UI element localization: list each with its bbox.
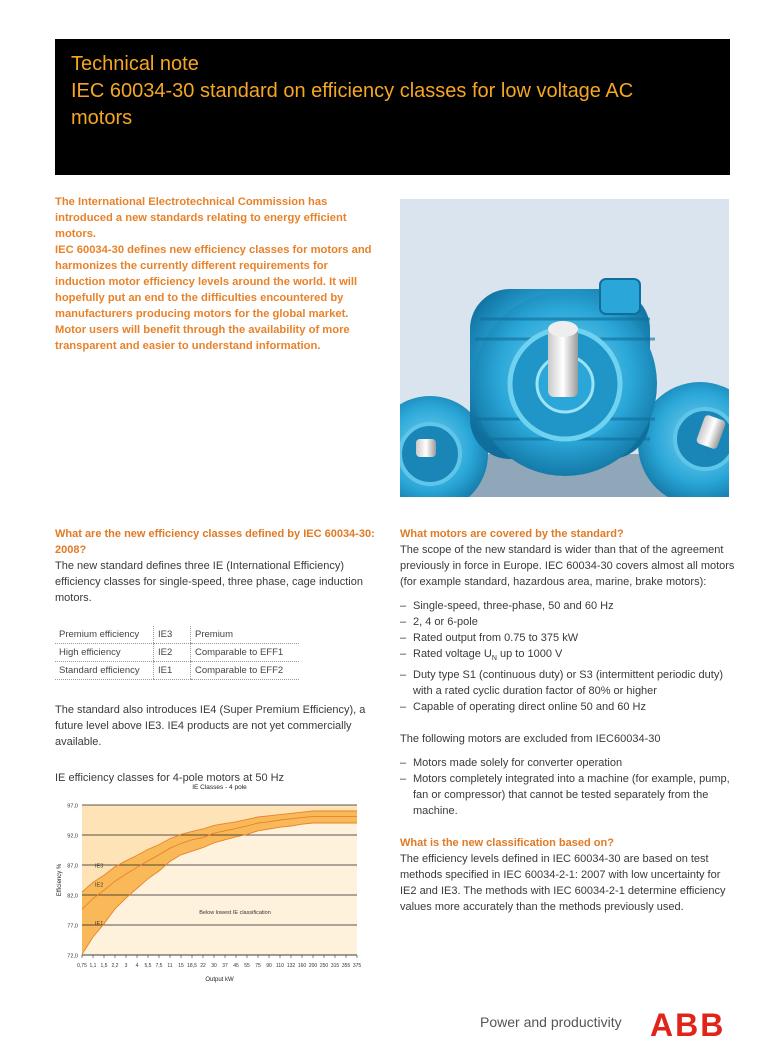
x-tick-label: 110 xyxy=(276,963,284,969)
x-tick-label: 18,5 xyxy=(187,963,197,969)
x-tick-label: 200 xyxy=(308,963,318,969)
covered-heading: What motors are covered by the standard? xyxy=(400,528,624,540)
y-tick-label: 82,0 xyxy=(67,893,78,900)
intro-paragraph-2: IEC 60034-30 defines new efficiency classes for motors and harmonizes the currently different requirements for induction motor efficiency levels around the world. It will hopefully put an end to the difficulties encountered by manufacturers producing motors for the global market. Motor users will benefit through the availability of more transparent and easier to understand information. xyxy=(55,244,372,352)
doc-title: IEC 60034-30 standard on efficiency classes for low voltage AC motors xyxy=(71,80,634,129)
list-item xyxy=(400,646,735,667)
list-item: – Capable of operating direct online 50 and 60 Hz xyxy=(400,699,735,715)
list-item: – Motors completely integrated into a machine (for example, pump, fan or compressor) that cannot be tested separately from the machine. xyxy=(400,771,735,819)
x-tick-label: 2,2 xyxy=(111,963,119,969)
y-tick-label: 72,0 xyxy=(67,953,78,960)
chart-title: IE Classes - 4 pole xyxy=(192,784,247,791)
class-note: Comparable to EFF1 xyxy=(191,644,300,662)
voltage-text: Rated voltage U xyxy=(413,648,492,660)
excluded-intro: The following motors are excluded from IEC60034-30 xyxy=(400,733,661,746)
y-tick-label: 77,0 xyxy=(67,923,78,930)
motors-illustration xyxy=(400,199,729,497)
y-axis-label: Efficiency % xyxy=(57,863,63,897)
chart-svg xyxy=(55,777,375,987)
x-tick-label: 11 xyxy=(167,963,173,969)
list-item: – Duty type S1 (continuous duty) or S3 (intermittent periodic duty) with a rated cyclic duration factor of 80% or higher xyxy=(400,667,735,699)
ie-classes-chart xyxy=(55,777,375,987)
basis-heading: What is the new classification based on? xyxy=(400,837,614,850)
intro-text xyxy=(55,194,375,354)
x-tick-label: 55 xyxy=(244,963,250,969)
ie-classes-table xyxy=(55,626,299,680)
doc-label: Technical note xyxy=(71,53,199,75)
class-note: Comparable to EFF2 xyxy=(191,662,300,680)
intro-paragraph-1: The International Electrotechnical Commission has introduced a new standards relating to energy efficient motors. xyxy=(55,196,347,240)
list-item: – Single-speed, three-phase, 50 and 60 Hz xyxy=(400,598,735,614)
table-row xyxy=(55,662,299,680)
x-tick-label: 160 xyxy=(297,963,307,969)
x-tick-label: 7,5 xyxy=(155,963,163,969)
classes-body: The new standard defines three IE (International Efficiency) efficiency classes for single-speed, three phase, cage induction motors. xyxy=(55,560,363,604)
ie4-paragraph: The standard also introduces IE4 (Super Premium Efficiency), a future level above IE3. IE4 products are not yet commercially available. xyxy=(55,704,366,748)
abb-logo-mark xyxy=(650,1008,745,1038)
motors-photo xyxy=(400,199,729,497)
x-tick-label: 75 xyxy=(255,963,261,969)
series-label-ie2: IE2 xyxy=(95,882,104,889)
x-tick-label: 5,5 xyxy=(144,963,152,969)
chart-caption: IE efficiency classes for 4-pole motors at 50 Hz xyxy=(55,772,285,784)
list-item: – Motors made solely for converter operation xyxy=(400,755,735,771)
x-tick-label: 250 xyxy=(319,963,329,969)
svg-text:ABB: ABB xyxy=(650,1008,726,1038)
header-banner xyxy=(55,39,730,175)
table-row xyxy=(55,626,299,644)
class-note: Premium xyxy=(191,626,300,644)
x-tick-label: 355 xyxy=(341,963,351,969)
classes-heading: What are the new efficiency classes defined by IEC 60034-30: 2008? xyxy=(55,528,375,556)
voltage-subscript: N xyxy=(491,655,497,663)
series-label-ie3: IE3 xyxy=(95,863,104,870)
table-row xyxy=(55,644,299,662)
x-tick-label: 3 xyxy=(124,963,128,969)
list-item: – Rated output from 0.75 to 375 kW xyxy=(400,630,735,646)
x-axis-label: Output kW xyxy=(205,977,234,983)
x-tick-label: 45 xyxy=(233,963,239,969)
class-code: IE1 xyxy=(154,662,191,680)
x-tick-label: 375 xyxy=(352,963,362,969)
basis-paragraph: The efficiency levels defined in IEC 60034-30 are based on test methods specified in IEC 60034-2-1: 2007 with low uncertainty for IE2 and IE3. The methods with IEC 60034-2-1 determine efficiency values more accurately than the methods previously used. xyxy=(400,853,726,914)
class-name: Premium efficiency xyxy=(55,626,154,644)
x-tick-label: 30 xyxy=(211,963,217,969)
x-tick-label: 90 xyxy=(266,963,272,969)
footer-tagline: Power and productivity xyxy=(480,1014,622,1030)
series-label-ie1: IE1 xyxy=(95,921,104,927)
voltage-tail: up to 1000 V xyxy=(496,648,563,660)
x-tick-label: 315 xyxy=(330,963,340,969)
class-name: Standard efficiency xyxy=(55,662,154,680)
chart-annotation: Below lowest IE classification xyxy=(199,910,271,917)
y-tick-label: 92,0 xyxy=(67,833,78,840)
excluded-list xyxy=(400,755,735,819)
class-name: High efficiency xyxy=(55,644,154,662)
x-tick-label: 37 xyxy=(222,963,228,969)
left-column xyxy=(55,526,375,786)
list-item: – 2, 4 or 6-pole xyxy=(400,614,735,630)
scope-paragraph: The scope of the new standard is wider than that of the agreement previously in force in Europe. IEC 60034-30 covers almost all motors (for example standard, hazardous area, marine, brake motors): xyxy=(400,544,735,588)
class-code: IE2 xyxy=(154,644,191,662)
x-tick-label: 4 xyxy=(135,963,139,969)
x-tick-label: 1,1 xyxy=(89,963,97,969)
abb-logo xyxy=(650,1008,745,1043)
x-tick-label: 22 xyxy=(200,963,206,969)
x-tick-label: 0,75 xyxy=(77,963,87,969)
y-tick-label: 97,0 xyxy=(67,803,78,810)
right-column xyxy=(400,526,735,915)
x-tick-label: 132 xyxy=(286,963,296,969)
class-code: IE3 xyxy=(154,626,191,644)
x-tick-label: 15 xyxy=(178,963,184,969)
covered-list xyxy=(400,598,735,715)
y-tick-label: 87,0 xyxy=(67,863,78,870)
x-tick-label: 1,5 xyxy=(100,963,108,969)
